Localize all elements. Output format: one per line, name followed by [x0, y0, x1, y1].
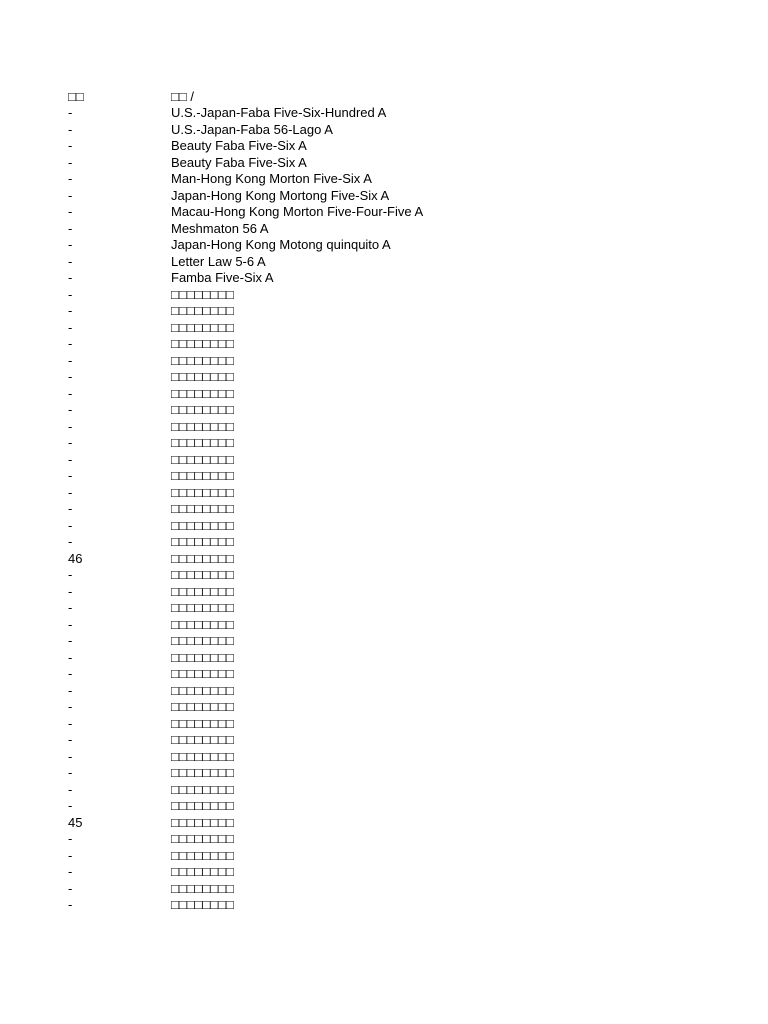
table-row — [68, 848, 728, 865]
cell-column-a: - — [68, 847, 73, 863]
cell-column-b: Beauty Faba Five-Six A — [171, 138, 307, 153]
cell-column-b: □□□□□□□□ — [171, 880, 234, 896]
cell-column-b: □□□□□□□□ — [171, 385, 234, 401]
cell-column-a: - — [68, 666, 73, 681]
cell-column-b: □□□□□□□□ — [171, 616, 234, 632]
cell-column-b: □□□□□□□□ — [171, 303, 234, 318]
cell-column-a: - — [68, 583, 73, 599]
table-row — [68, 699, 728, 716]
cell-column-a: - — [68, 451, 73, 467]
table-row — [68, 534, 728, 551]
table-row — [68, 452, 728, 469]
table-row — [68, 716, 728, 733]
cell-column-a: - — [68, 517, 73, 533]
cell-column-a: - — [68, 600, 73, 615]
cell-column-b: □□□□□□□□ — [171, 286, 234, 302]
table-row — [68, 831, 728, 848]
table-row — [68, 501, 728, 518]
cell-column-b: Beauty Faba Five-Six A — [171, 154, 307, 170]
cell-column-b: □□□□□□□□ — [171, 468, 234, 483]
cell-column-a: - — [68, 402, 73, 417]
table-row — [68, 666, 728, 683]
table-row — [68, 765, 728, 782]
table-row — [68, 171, 728, 188]
table-row — [68, 402, 728, 419]
cell-column-b: □□□□□□□□ — [171, 402, 234, 417]
cell-column-b: U.S.-Japan-Faba Five-Six-Hundred A — [171, 105, 387, 120]
table-row — [68, 633, 728, 650]
table-row — [68, 617, 728, 634]
cell-column-b: □□□□□□□□ — [171, 633, 234, 648]
cell-column-b: Macau-Hong Kong Morton Five-Four-Five A — [171, 204, 424, 219]
cell-column-a: - — [68, 715, 73, 731]
cell-column-a: - — [68, 501, 73, 516]
table-row — [68, 303, 728, 320]
cell-column-a: - — [68, 732, 73, 747]
cell-column-a: - — [68, 237, 73, 252]
table-row — [68, 749, 728, 766]
cell-column-b: □□□□□□□□ — [171, 451, 234, 467]
cell-column-a: - — [68, 187, 73, 203]
cell-column-b: □□□□□□□□ — [171, 600, 234, 615]
cell-column-b: □□□□□□□□ — [171, 864, 234, 879]
cell-column-a: - — [68, 369, 73, 384]
table-row — [68, 419, 728, 436]
table-row — [68, 254, 728, 271]
table-row — [68, 237, 728, 254]
table-body — [68, 105, 728, 914]
cell-column-a: - — [68, 435, 73, 450]
table-row — [68, 204, 728, 221]
cell-column-b: □□□□□□□□ — [171, 748, 234, 764]
cell-column-a: - — [68, 699, 73, 714]
cell-column-b: U.S.-Japan-Faba 56-Lago A — [171, 121, 333, 137]
cell-column-a: 45 — [68, 814, 83, 830]
cell-column-b: □□□□□□□□ — [171, 699, 234, 714]
cell-column-b: Japan-Hong Kong Mortong Five-Six A — [171, 187, 390, 203]
table-row — [68, 188, 728, 205]
table-row — [68, 897, 728, 914]
table-header-row — [68, 88, 728, 105]
cell-column-b: □□□□□□□□ — [171, 369, 234, 384]
cell-column-a: - — [68, 468, 73, 483]
cell-column-a: - — [68, 748, 73, 764]
table-row — [68, 369, 728, 386]
cell-column-a: - — [68, 831, 73, 846]
cell-column-a: - — [68, 286, 73, 302]
table-row — [68, 518, 728, 535]
cell-column-b: □□□□□□□□ — [171, 682, 234, 698]
cell-column-a: - — [68, 880, 73, 896]
cell-column-b: □□□□□□□□ — [171, 897, 234, 912]
table-row — [68, 732, 728, 749]
cell-column-b: □□□□□□□□ — [171, 534, 234, 549]
cell-column-b: □□□□□□□□ — [171, 336, 234, 351]
cell-column-b: □□□□□□□□ — [171, 484, 234, 500]
table-row — [68, 122, 728, 139]
cell-column-b: Famba Five-Six A — [171, 270, 274, 285]
cell-column-b: □□□□□□□□ — [171, 831, 234, 846]
table-row — [68, 600, 728, 617]
cell-column-a: - — [68, 336, 73, 351]
table-row — [68, 221, 728, 238]
cell-column-b: □□□□□□□□ — [171, 765, 234, 780]
cell-column-b: Man-Hong Kong Morton Five-Six A — [171, 171, 372, 186]
table-row — [68, 105, 728, 122]
cell-column-a: - — [68, 897, 73, 912]
table-row — [68, 683, 728, 700]
table-row — [68, 782, 728, 799]
cell-column-b: □□□□□□□□ — [171, 550, 234, 566]
table-row — [68, 650, 728, 667]
cell-column-b: □□□□□□□□ — [171, 715, 234, 731]
table-row — [68, 815, 728, 832]
table-row — [68, 567, 728, 584]
cell-column-a: - — [68, 534, 73, 549]
table-row — [68, 551, 728, 568]
cell-column-a: - — [68, 121, 73, 137]
cell-column-a: - — [68, 798, 73, 813]
cell-column-a: - — [68, 171, 73, 186]
table-row — [68, 270, 728, 287]
cell-column-b: □□□□□□□□ — [171, 435, 234, 450]
table-row — [68, 584, 728, 601]
cell-column-a: - — [68, 781, 73, 797]
cell-column-b: Letter Law 5-6 A — [171, 253, 266, 269]
cell-column-a: - — [68, 270, 73, 285]
cell-column-a: - — [68, 385, 73, 401]
cell-column-b: □□□□□□□□ — [171, 666, 234, 681]
cell-column-a: - — [68, 204, 73, 219]
cell-column-b: Japan-Hong Kong Motong quinquito A — [171, 237, 391, 252]
cell-column-a: - — [68, 418, 73, 434]
cell-column-a: - — [68, 649, 73, 665]
cell-column-a: - — [68, 220, 73, 236]
cell-column-b: □□□□□□□□ — [171, 732, 234, 747]
cell-column-a: - — [68, 319, 73, 335]
cell-column-b: □□□□□□□□ — [171, 798, 234, 813]
cell-column-b: □□□□□□□□ — [171, 501, 234, 516]
cell-column-a: - — [68, 138, 73, 153]
cell-column-b: □□□□□□□□ — [171, 781, 234, 797]
cell-column-b: □□□□□□□□ — [171, 583, 234, 599]
header-cell-column-a: □□ — [68, 89, 84, 104]
cell-column-b: □□□□□□□□ — [171, 567, 234, 582]
cell-column-b: □□□□□□□□ — [171, 814, 234, 830]
table-row — [68, 386, 728, 403]
cell-column-a: 46 — [68, 550, 83, 566]
header-cell-column-b: □□ / — [171, 89, 194, 104]
spreadsheet-table — [68, 88, 728, 914]
cell-column-a: - — [68, 303, 73, 318]
table-row — [68, 864, 728, 881]
table-row — [68, 353, 728, 370]
cell-column-b: □□□□□□□□ — [171, 319, 234, 335]
cell-column-a: - — [68, 567, 73, 582]
cell-column-a: - — [68, 484, 73, 500]
table-row — [68, 485, 728, 502]
cell-column-a: - — [68, 682, 73, 698]
cell-column-b: Meshmaton 56 A — [171, 220, 269, 236]
table-row — [68, 287, 728, 304]
cell-column-b: □□□□□□□□ — [171, 418, 234, 434]
cell-column-a: - — [68, 253, 73, 269]
table-row — [68, 336, 728, 353]
cell-column-a: - — [68, 765, 73, 780]
cell-column-a: - — [68, 616, 73, 632]
cell-column-a: - — [68, 352, 73, 368]
table-row — [68, 435, 728, 452]
table-row — [68, 468, 728, 485]
table-row — [68, 881, 728, 898]
cell-column-b: □□□□□□□□ — [171, 847, 234, 863]
cell-column-a: - — [68, 864, 73, 879]
table-row — [68, 155, 728, 172]
table-row — [68, 798, 728, 815]
table-row — [68, 320, 728, 337]
cell-column-b: □□□□□□□□ — [171, 517, 234, 533]
cell-column-a: - — [68, 154, 73, 170]
cell-column-a: - — [68, 633, 73, 648]
table-row — [68, 138, 728, 155]
cell-column-a: - — [68, 105, 73, 120]
cell-column-b: □□□□□□□□ — [171, 649, 234, 665]
cell-column-b: □□□□□□□□ — [171, 352, 234, 368]
